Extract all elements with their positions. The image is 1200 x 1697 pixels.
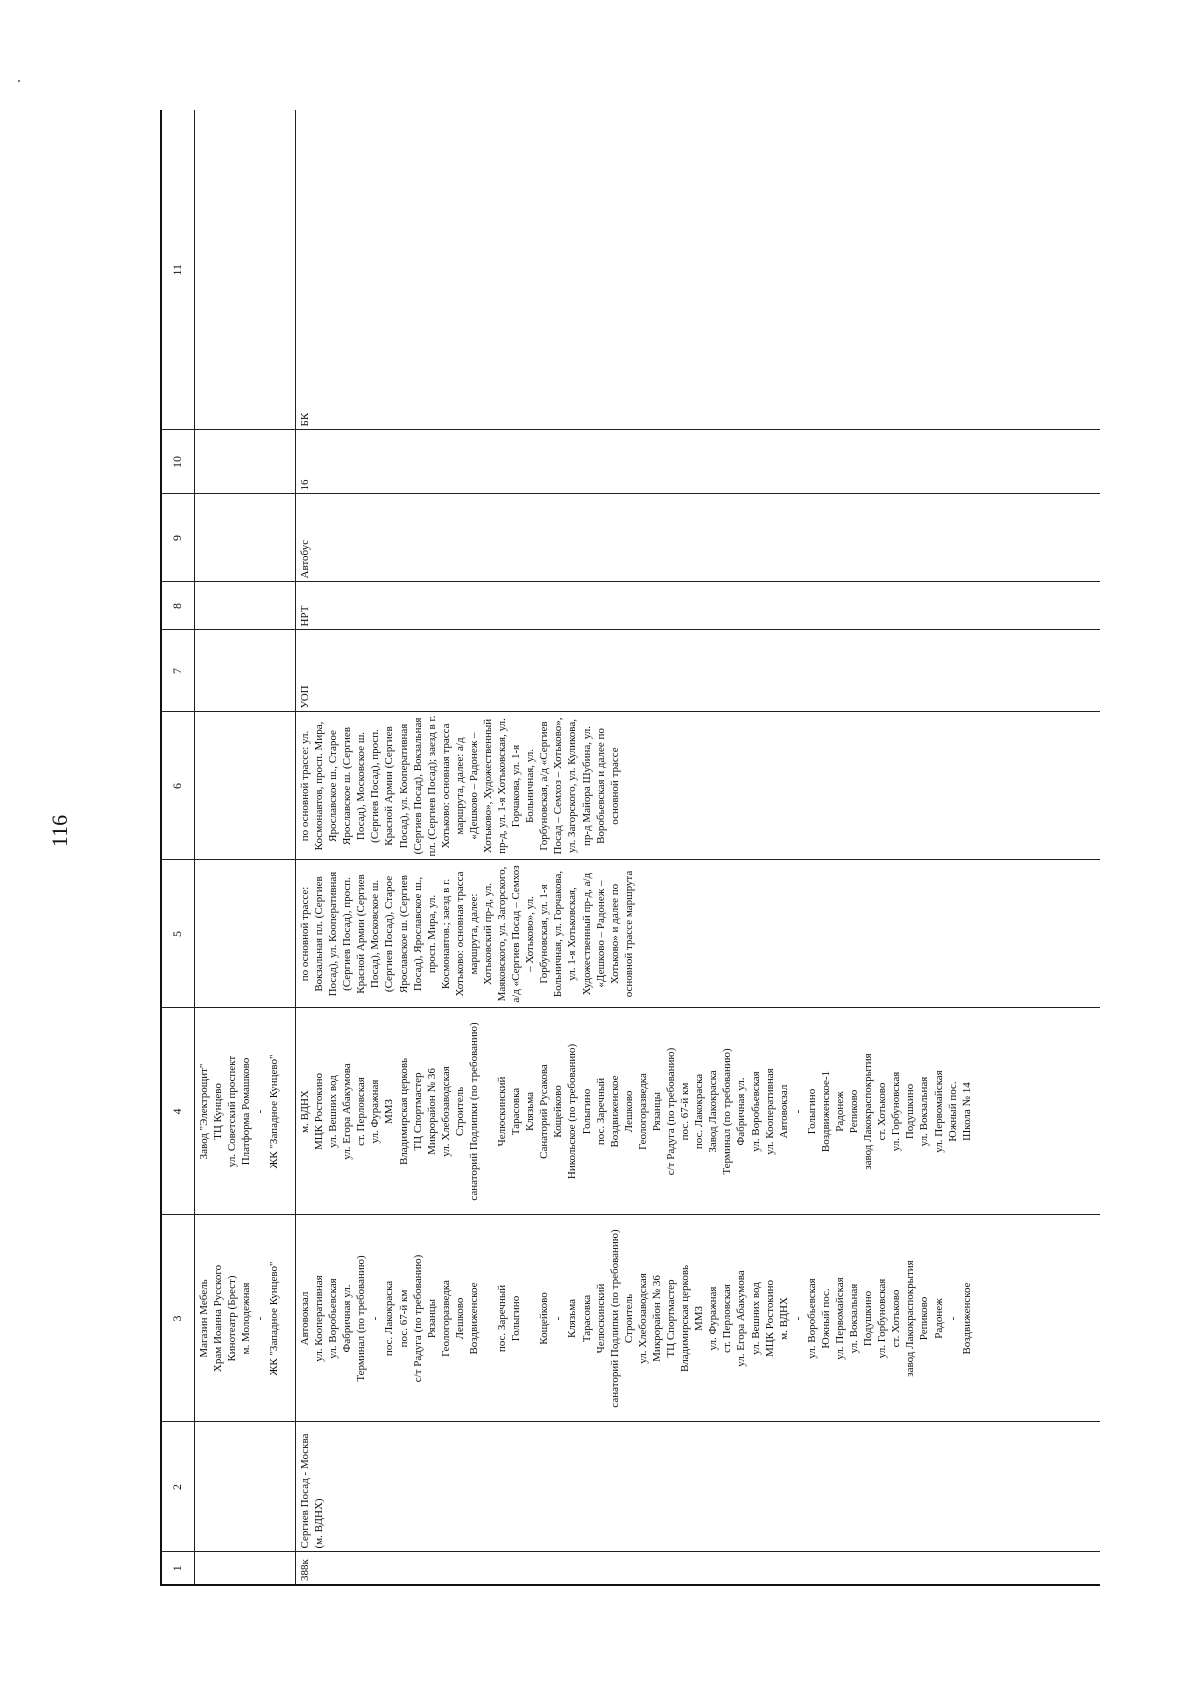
route-table xyxy=(160,110,1100,1586)
stop-name: ул. Первомайская xyxy=(932,1070,945,1153)
stop-name: Воздвиженское xyxy=(467,1282,480,1355)
stop-name: с/т Радуга (по требованию) xyxy=(411,1254,424,1383)
stop-name: ул. Егора Абакумова xyxy=(341,1063,354,1160)
stop-name: Никольское (по требованию) xyxy=(566,1043,579,1180)
stop-name: Радонеж xyxy=(833,1091,846,1132)
table-row-continuation xyxy=(195,110,296,1585)
stop-name xyxy=(481,1219,495,1419)
stop-name: пос. Заречный xyxy=(594,1077,607,1146)
stop-name: - xyxy=(552,1316,565,1321)
stop-name: Автовокзал xyxy=(777,1084,790,1139)
stop-name: ул. Хлебозаводская xyxy=(636,1273,649,1364)
stop-name: Платформа Ромашково xyxy=(240,1057,253,1166)
route-name: Сергиев Посад - Москва (м. ВДНХ) xyxy=(296,1422,1101,1552)
stop-name: Строитель xyxy=(453,1086,466,1137)
stop-name: Микрорайон № 36 xyxy=(650,1275,663,1362)
stop-name: пос. Лакокраска xyxy=(693,1073,706,1150)
stop-name: Клязьма xyxy=(524,1092,537,1132)
stop-name: Геологоразведка xyxy=(636,1073,649,1150)
streets-backward: по основной трассе: ул. Космонавтов, просп. Мира, Ярославское ш., Старое Ярославское ш. (Сергиев Посад), Московское ш. (Сергиев Посад), просп. Красной Армии (Сергиев Посад), ул. Кооперативная (Сергиев Посад), Вокзальная пл. (Сергиев Посад); заезд в г. Хотьково: основная трасса маршрута, далее: а/д «Дешково – Радонеж – Хотьково», Художественный пр-д, ул. 1-я Хотьковская, ул. Горчакова, ул. 1-я Больничная, ул. Горбуновская, а/д «Сергиев Посад – Семхоз – Хотьково», ул. Загорского, ул. Куликова, пр-д Майора Шубина, ул. Воробьевская и далее по основной трассе xyxy=(296,712,1101,860)
stop-name xyxy=(523,1219,537,1419)
stop-name: Репиково xyxy=(848,1089,861,1134)
stop-name: Геологоразведка xyxy=(439,1280,452,1357)
stop-name: м. Молодежная xyxy=(240,1282,253,1355)
stop-name: ул. Вокзальная xyxy=(848,1283,861,1354)
stop-name: ЖК "Западное Кунцево" xyxy=(268,1261,281,1376)
col-header: 2 xyxy=(161,1422,195,1552)
stop-name: Фабричная ул. xyxy=(341,1284,354,1353)
vehicle-count: 16 xyxy=(296,430,1101,494)
vehicle-class: БК xyxy=(296,110,1101,430)
col-header: 5 xyxy=(161,860,195,1008)
stop-name: Школа № 14 xyxy=(960,1082,973,1141)
col-header: 4 xyxy=(161,1008,195,1215)
stop-name: ул. Кооперативная xyxy=(313,1275,326,1362)
stop-name: ЖК "Западное Кунцево" xyxy=(268,1054,281,1169)
stop-name: завод Лакокраспокрытия xyxy=(862,1053,875,1170)
stop-name: МЦК Ростокино xyxy=(313,1072,326,1151)
stop-name: ТЦ Спортмастер xyxy=(665,1279,678,1358)
col-header: 1 xyxy=(161,1552,195,1585)
stop-name: Фабричная ул. xyxy=(735,1077,748,1146)
stop-name: Завод "Электрощит" xyxy=(198,1063,210,1160)
col-header: 10 xyxy=(161,430,195,494)
stop-name: ул. Егора Абакумова xyxy=(735,1270,748,1367)
stop-name: Магазин Мебель xyxy=(198,1279,210,1358)
stop-name: ул. Кооперативная xyxy=(763,1068,776,1155)
stop-name: пос. Заречный xyxy=(496,1284,509,1353)
stop-name: Челюскинский xyxy=(496,1076,509,1147)
stop-name: санаторий Подлипки (по требованию) xyxy=(467,1022,480,1201)
stop-name: Голыгино xyxy=(805,1088,818,1135)
scan-speck xyxy=(18,80,20,82)
tariff-type: НРТ xyxy=(296,582,1101,630)
rotated-table-container xyxy=(160,111,1105,1586)
stop-name: - xyxy=(369,1316,382,1321)
stop-name: ул. Первомайская xyxy=(833,1277,846,1360)
stop-name: ул. Вокзальная xyxy=(918,1076,931,1147)
stop-name: Кинотеатр (Брест) xyxy=(226,1275,239,1362)
stop-name: Челюскинский xyxy=(594,1283,607,1354)
stop-name: Тарасовка xyxy=(510,1087,523,1136)
stop-name: ул. Хлебозаводская xyxy=(439,1066,452,1157)
stop-name: Строитель xyxy=(622,1293,635,1344)
col-header: 3 xyxy=(161,1215,195,1422)
stop-name: - xyxy=(791,1316,804,1321)
stop-name: ст. Хотьково xyxy=(876,1082,889,1141)
col-header: 8 xyxy=(161,582,195,630)
stop-name: Храм Иоанна Русского xyxy=(212,1264,225,1373)
stop-name: ул. Фуражная xyxy=(369,1079,382,1144)
prev-stops-backward xyxy=(195,1008,296,1215)
stop-name: ул. Горбуновская xyxy=(876,1278,889,1359)
stop-name: - xyxy=(254,1316,267,1321)
stop-name: Санаторий Русакова xyxy=(538,1064,551,1159)
stop-name: Клязьма xyxy=(566,1299,579,1339)
stop-name: Радонеж xyxy=(932,1298,945,1339)
stop-name: ТЦ Кунцево xyxy=(212,1083,225,1140)
stop-name: Голыгино xyxy=(580,1088,593,1135)
stop-name: Микрорайон № 36 xyxy=(425,1068,438,1155)
stop-name: Рязанцы xyxy=(425,1298,438,1339)
prev-stops-forward xyxy=(195,1215,296,1422)
stop-name: Репиково xyxy=(918,1296,931,1341)
stop-name: ст. Хотьково xyxy=(890,1289,903,1348)
vehicle-type: Автобус xyxy=(296,494,1101,582)
stop-name: пос. Лакокраска xyxy=(383,1280,396,1357)
stop-name: - xyxy=(791,1109,804,1114)
stop-name: м. ВДНХ xyxy=(299,1090,311,1133)
stop-name: ст. Перловская xyxy=(355,1077,368,1146)
stop-name: завод Лакокраспокрытия xyxy=(904,1260,917,1377)
stop-name: Тарасовка xyxy=(580,1294,593,1343)
stop-name: Завод Лакокраска xyxy=(707,1070,720,1153)
col-header: 6 xyxy=(161,712,195,860)
stop-name: ул. Воробьевская xyxy=(327,1278,340,1359)
stop-name: ММЗ xyxy=(383,1098,396,1125)
stop-name: ул. Фуражная xyxy=(707,1286,720,1351)
stop-name: ст. Перловская xyxy=(721,1284,734,1353)
stop-name: пос. 67-й км xyxy=(679,1082,692,1141)
stop-name: Голыгино xyxy=(510,1295,523,1342)
stop-name: Терминал (по требованию) xyxy=(721,1048,734,1175)
route-number: 388к xyxy=(296,1552,1101,1585)
stop-name: Лешково xyxy=(622,1090,635,1133)
stop-order: УОП xyxy=(296,630,1101,712)
table-row xyxy=(296,110,1101,1585)
stop-name: МЦК Ростокино xyxy=(763,1279,776,1358)
stop-name: Кощейково xyxy=(538,1292,551,1345)
col-header: 7 xyxy=(161,630,195,712)
page-number: 116 xyxy=(47,814,72,848)
stop-name: - xyxy=(946,1316,959,1321)
stop-name: Кощейково xyxy=(552,1085,565,1138)
stop-name: Южный пос. xyxy=(819,1288,832,1349)
stops-forward xyxy=(296,1215,1101,1422)
col-header: 11 xyxy=(161,110,195,430)
stop-name: Терминал (по требованию) xyxy=(355,1255,368,1382)
stop-name: Воздвиженское xyxy=(960,1282,973,1355)
stop-name: ул. Советский проспект xyxy=(226,1055,239,1168)
stop-name: ул. Горбуновская xyxy=(890,1071,903,1152)
stop-name: Южный пос. xyxy=(946,1081,959,1142)
stop-name: Воздвиженское xyxy=(608,1075,621,1148)
stop-name: Воздвиженское-1 xyxy=(819,1070,832,1153)
stop-name: Подушкино xyxy=(862,1290,875,1347)
stop-name: Владимирская церковь xyxy=(397,1057,410,1166)
stop-name: ТЦ Спортмастер xyxy=(411,1072,424,1151)
stop-name: Подушкино xyxy=(904,1083,917,1140)
stop-name: ул. Вешних вод xyxy=(327,1075,340,1148)
stop-name: Лешково xyxy=(453,1297,466,1340)
stop-name: пос. 67-й км xyxy=(397,1289,410,1348)
col-header: 9 xyxy=(161,494,195,582)
header-row xyxy=(161,110,195,1585)
stop-name: ул. Воробьевская xyxy=(805,1278,818,1359)
stop-name: Рязанцы xyxy=(650,1091,663,1132)
stop-name: ул. Воробьевская xyxy=(749,1071,762,1152)
stop-name: ул. Вешних вод xyxy=(749,1282,762,1355)
stop-name: м. ВДНХ xyxy=(777,1297,790,1340)
stop-name: Автовокзал xyxy=(299,1291,311,1346)
stop-name: с/т Радуга (по требованию) xyxy=(665,1047,678,1176)
stop-name: - xyxy=(254,1109,267,1114)
stop-name: ММЗ xyxy=(693,1305,706,1332)
stop-name: Владимирская церковь xyxy=(679,1264,692,1373)
streets-forward: по основной трассе: Вокзальная пл. (Сергиев Посад), ул. Кооперативная (Сергиев Посад), просп. Красной Армии (Сергиев Посад), Московское ш. (Сергиев Посад), Старое Ярославское ш. (Сергиев Посад), Ярославское ш., просп. Мира, ул. Космонавтов.; заезд в г. Хотьково: основная трасса маршрута, далее: Хотьковский пр-д, ул. Маяковского, ул. Загорского, а/д «Сергиев Посад – Семхоз – Хотьково», ул. Горбуновская, ул. 1-я Больничная, ул. Горчакова, ул. 1-я Хотьковская, Художественный пр-д, а/д «Дешково – Радонеж – Хотьково» и далее по основной трассе маршрута xyxy=(296,860,1101,1008)
stops-backward xyxy=(296,1008,1101,1215)
stop-name: санаторий Подлипки (по требованию) xyxy=(608,1229,621,1408)
stop-name xyxy=(481,1012,495,1212)
